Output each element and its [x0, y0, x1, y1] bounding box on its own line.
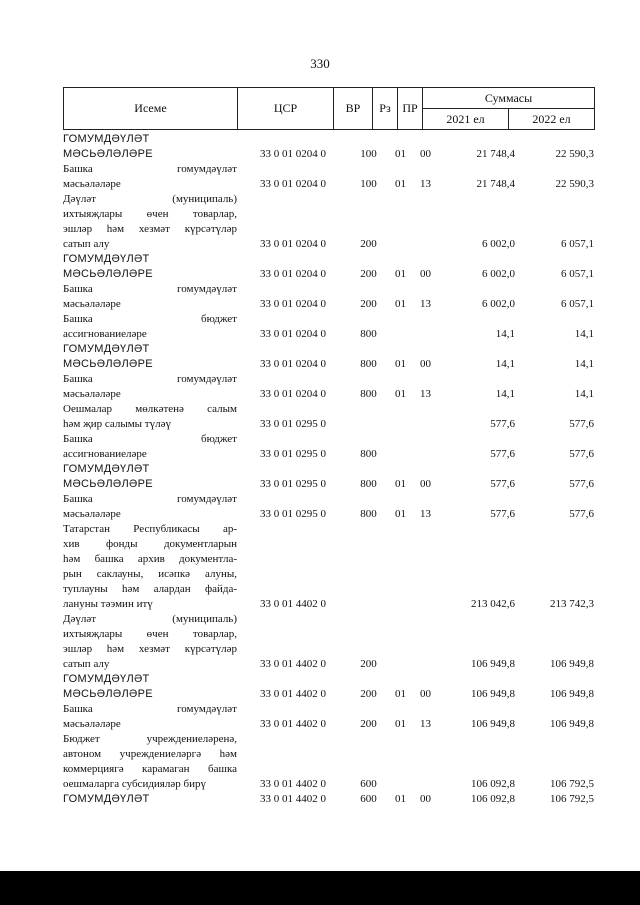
- row-name-line: лануны тәэмин итү: [63, 598, 153, 610]
- row-pr: 00: [420, 793, 431, 805]
- table-row: [63, 522, 594, 612]
- row-name: [63, 192, 237, 252]
- table-row: [63, 432, 594, 462]
- row-name-line: мәсьәләләре: [63, 178, 121, 190]
- row-name: [63, 612, 237, 672]
- row-name-line: МӘСЬӘЛӘЛӘРЕ: [63, 268, 153, 280]
- row-name-line: Бюджет учреждениеләренә,: [63, 733, 237, 745]
- row-rz: 01: [395, 268, 406, 280]
- row-sum-2021: 577,6: [490, 448, 515, 460]
- table-row: [63, 462, 594, 492]
- table-row: [63, 192, 594, 252]
- row-pr: 00: [420, 358, 431, 370]
- row-csr: 33 0 01 0295 0: [260, 478, 326, 490]
- row-csr: 33 0 01 4402 0: [260, 778, 326, 790]
- row-name-line: ГОМУМДӘҮЛӘТ: [63, 793, 150, 805]
- row-vr: 800: [360, 358, 377, 370]
- row-sum-2021: 106 949,8: [471, 688, 515, 700]
- row-vr: 100: [360, 178, 377, 190]
- row-name-line: МӘСЬӘЛӘЛӘРЕ: [63, 148, 153, 160]
- row-name: [63, 492, 237, 522]
- row-name-line: Оешмалар мөлкәтенә салым: [63, 403, 237, 415]
- row-csr: 33 0 01 4402 0: [260, 688, 326, 700]
- table-row: [63, 402, 594, 432]
- row-name-line: Башка бюджет: [63, 313, 237, 325]
- row-sum-2021: 106 949,8: [471, 718, 515, 730]
- row-csr: 33 0 01 0204 0: [260, 298, 326, 310]
- row-sum-2021: 577,6: [490, 418, 515, 430]
- row-name: [63, 402, 237, 432]
- row-rz: 01: [395, 148, 406, 160]
- row-sum-2022: 577,6: [569, 418, 594, 430]
- row-sum-2021: 106 949,8: [471, 658, 515, 670]
- row-pr: 13: [420, 298, 431, 310]
- row-name-line: мәсьәләләре: [63, 718, 121, 730]
- row-name-line: рын саклауны, исәпкә алуны,: [63, 568, 237, 580]
- row-name-line: ассигнованиеләре: [63, 448, 147, 460]
- row-vr: 200: [360, 688, 377, 700]
- row-sum-2021: 6 002,0: [482, 298, 515, 310]
- row-name-line: МӘСЬӘЛӘЛӘРЕ: [63, 688, 153, 700]
- row-name-line: туплауны һәм алардан файда-: [63, 583, 237, 595]
- row-name-line: ихтыяҗлары өчен товарлар,: [63, 628, 237, 640]
- row-name-line: оешмаларга субсидияләр бирү: [63, 778, 206, 790]
- row-sum-2022: 577,6: [569, 508, 594, 520]
- row-name-line: Башка гомумдәүләт: [63, 703, 237, 715]
- row-vr: 200: [360, 658, 377, 670]
- row-pr: 13: [420, 178, 431, 190]
- row-name-line: ихтыяҗлары өчен товарлар,: [63, 208, 237, 220]
- row-csr: 33 0 01 0204 0: [260, 388, 326, 400]
- table-row: [63, 312, 594, 342]
- row-pr: 00: [420, 688, 431, 700]
- row-vr: 200: [360, 268, 377, 280]
- row-vr: 800: [360, 328, 377, 340]
- row-csr: 33 0 01 0204 0: [260, 268, 326, 280]
- row-name: [63, 792, 237, 807]
- table-row: [63, 132, 594, 162]
- row-sum-2022: 106 792,5: [550, 778, 594, 790]
- row-name-line: МӘСЬӘЛӘЛӘРЕ: [63, 358, 153, 370]
- row-name-line: ГОМУМДӘҮЛӘТ: [63, 673, 150, 685]
- row-rz: 01: [395, 478, 406, 490]
- row-name-line: Башка гомумдәүләт: [63, 283, 237, 295]
- row-name: [63, 732, 237, 792]
- row-pr: 00: [420, 148, 431, 160]
- row-sum-2021: 106 092,8: [471, 793, 515, 805]
- row-name: [63, 372, 237, 402]
- row-vr: 200: [360, 298, 377, 310]
- row-csr: 33 0 01 0204 0: [260, 328, 326, 340]
- table-row: [63, 492, 594, 522]
- row-name-line: эшләр һәм хезмәт күрсәтүләр: [63, 643, 237, 655]
- row-rz: 01: [395, 793, 406, 805]
- scan-border: [0, 871, 640, 905]
- row-name-line: ГОМУМДӘҮЛӘТ: [63, 253, 150, 265]
- row-name-line: һәм җир салымы түләү: [63, 418, 171, 430]
- row-csr: 33 0 01 0295 0: [260, 508, 326, 520]
- row-sum-2021: 21 748,4: [476, 148, 515, 160]
- row-name-line: мәсьәләләре: [63, 508, 121, 520]
- table-row: [63, 372, 594, 402]
- row-name: [63, 162, 237, 192]
- row-sum-2022: 6 057,1: [561, 238, 594, 250]
- row-name-line: Дәүләт (муниципаль): [63, 193, 237, 205]
- table-row: [63, 702, 594, 732]
- budget-table-body: [63, 132, 594, 822]
- row-sum-2021: 6 002,0: [482, 268, 515, 280]
- row-sum-2022: 14,1: [574, 388, 594, 400]
- row-rz: 01: [395, 718, 406, 730]
- row-sum-2021: 21 748,4: [476, 178, 515, 190]
- row-rz: 01: [395, 688, 406, 700]
- row-name: [63, 252, 237, 282]
- column-header-year-2022: 2022 ел: [509, 109, 595, 130]
- row-name-line: сатып алу: [63, 658, 110, 670]
- row-sum-2022: 6 057,1: [561, 268, 594, 280]
- page-number: 330: [310, 56, 330, 71]
- row-name: [63, 312, 237, 342]
- row-csr: 33 0 01 0295 0: [260, 448, 326, 460]
- row-vr: 800: [360, 508, 377, 520]
- column-header-rz: Рз: [373, 88, 398, 130]
- row-name-line: коммерциягә карамаган башка: [63, 763, 237, 775]
- row-vr: 800: [360, 448, 377, 460]
- row-name-line: Дәүләт (муниципаль): [63, 613, 237, 625]
- table-row: [63, 342, 594, 372]
- row-name-line: хив фонды документларын: [63, 538, 237, 550]
- row-name-line: һәм башка архив документла-: [63, 553, 237, 565]
- row-csr: 33 0 01 0204 0: [260, 358, 326, 370]
- row-vr: 100: [360, 148, 377, 160]
- row-sum-2022: 14,1: [574, 358, 594, 370]
- row-sum-2022: 106 949,8: [550, 688, 594, 700]
- row-sum-2022: 6 057,1: [561, 298, 594, 310]
- row-name: [63, 522, 237, 612]
- row-name-line: Башка бюджет: [63, 433, 237, 445]
- column-header-pr: ПР: [398, 88, 423, 130]
- row-name-line: мәсьәләләре: [63, 388, 121, 400]
- table-row: [63, 252, 594, 282]
- row-csr: 33 0 01 0295 0: [260, 418, 326, 430]
- row-csr: 33 0 01 4402 0: [260, 658, 326, 670]
- row-rz: 01: [395, 388, 406, 400]
- row-name-line: эшләр һәм хезмәт күрсәтүләр: [63, 223, 237, 235]
- row-name-line: МӘСЬӘЛӘЛӘРЕ: [63, 478, 153, 490]
- row-csr: 33 0 01 0204 0: [260, 238, 326, 250]
- row-csr: 33 0 01 4402 0: [260, 793, 326, 805]
- row-sum-2022: 106 792,5: [550, 793, 594, 805]
- row-name-line: автоном учреждениеләргә һәм: [63, 748, 237, 760]
- row-name: [63, 432, 237, 462]
- row-name: [63, 132, 237, 162]
- row-vr: 200: [360, 238, 377, 250]
- row-csr: 33 0 01 4402 0: [260, 598, 326, 610]
- row-name-line: Башка гомумдәүләт: [63, 493, 237, 505]
- row-vr: 800: [360, 388, 377, 400]
- column-header-vr: ВР: [334, 88, 373, 130]
- row-csr: 33 0 01 4402 0: [260, 718, 326, 730]
- table-row: [63, 162, 594, 192]
- row-sum-2022: 106 949,8: [550, 658, 594, 670]
- row-sum-2022: 22 590,3: [555, 178, 594, 190]
- row-name-line: ГОМУМДӘҮЛӘТ: [63, 463, 150, 475]
- row-name-line: мәсьәләләре: [63, 298, 121, 310]
- row-name: [63, 282, 237, 312]
- row-rz: 01: [395, 178, 406, 190]
- table-row: [63, 672, 594, 702]
- row-sum-2022: 14,1: [574, 328, 594, 340]
- row-name-line: сатып алу: [63, 238, 110, 250]
- column-header-year-2021: 2021 ел: [423, 109, 509, 130]
- row-sum-2022: 577,6: [569, 448, 594, 460]
- row-sum-2021: 14,1: [495, 388, 515, 400]
- row-sum-2021: 577,6: [490, 508, 515, 520]
- row-name-line: ГОМУМДӘҮЛӘТ: [63, 133, 150, 145]
- row-sum-2022: 213 742,3: [550, 598, 594, 610]
- row-name-line: Башка гомумдәүләт: [63, 163, 237, 175]
- row-sum-2022: 106 949,8: [550, 718, 594, 730]
- row-sum-2022: 22 590,3: [555, 148, 594, 160]
- row-vr: 600: [360, 778, 377, 790]
- row-pr: 00: [420, 478, 431, 490]
- row-pr: 13: [420, 388, 431, 400]
- row-vr: 600: [360, 793, 377, 805]
- column-header-sums: Суммасы: [423, 88, 595, 109]
- row-pr: 00: [420, 268, 431, 280]
- row-sum-2021: 106 092,8: [471, 778, 515, 790]
- column-header-name: Исеме: [64, 88, 238, 130]
- row-name-line: ассигнованиеләре: [63, 328, 147, 340]
- row-pr: 13: [420, 718, 431, 730]
- column-header-csr: ЦСР: [238, 88, 334, 130]
- table-header: [63, 87, 595, 130]
- table-row: [63, 612, 594, 672]
- row-sum-2021: 14,1: [495, 328, 515, 340]
- row-name: [63, 462, 237, 492]
- row-name-line: Башка гомумдәүләт: [63, 373, 237, 385]
- row-sum-2021: 577,6: [490, 478, 515, 490]
- row-pr: 13: [420, 508, 431, 520]
- row-rz: 01: [395, 298, 406, 310]
- row-vr: 800: [360, 478, 377, 490]
- row-csr: 33 0 01 0204 0: [260, 178, 326, 190]
- table-row: [63, 282, 594, 312]
- table-row: [63, 792, 594, 807]
- row-rz: 01: [395, 508, 406, 520]
- row-sum-2021: 14,1: [495, 358, 515, 370]
- row-sum-2021: 6 002,0: [482, 238, 515, 250]
- row-csr: 33 0 01 0204 0: [260, 148, 326, 160]
- row-name-line: Татарстан Республикасы ар-: [63, 523, 237, 535]
- table-row: [63, 732, 594, 792]
- row-name-line: ГОМУМДӘҮЛӘТ: [63, 343, 150, 355]
- row-name: [63, 342, 237, 372]
- row-vr: 200: [360, 718, 377, 730]
- row-sum-2022: 577,6: [569, 478, 594, 490]
- row-sum-2021: 213 042,6: [471, 598, 515, 610]
- row-name: [63, 672, 237, 702]
- row-name: [63, 702, 237, 732]
- row-rz: 01: [395, 358, 406, 370]
